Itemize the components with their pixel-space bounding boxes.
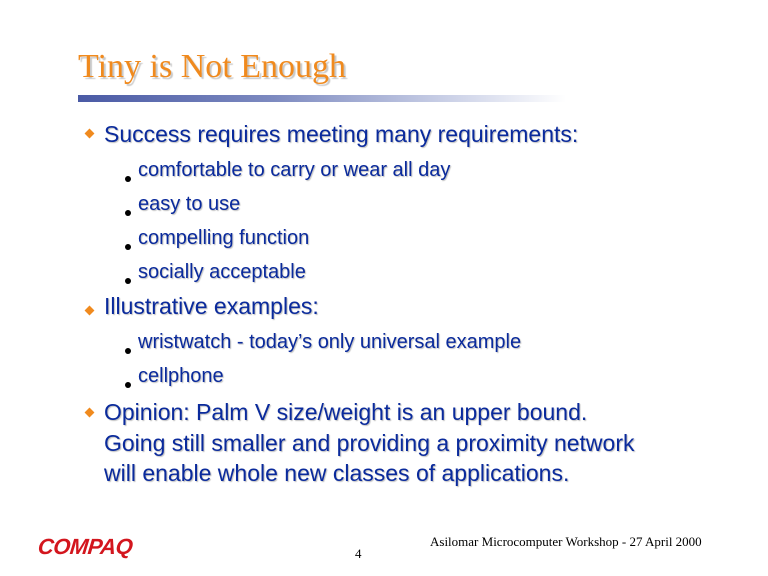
diamond-bullet-icon [85,306,95,316]
sub-bullet-text: socially acceptable [138,261,306,283]
dot-bullet-icon [125,348,131,354]
footer-text: Asilomar Microcomputer Workshop - 27 April 2000 [430,534,702,549]
dot-bullet-icon [125,176,131,182]
dot-bullet-icon [125,210,131,216]
diamond-bullet-icon [85,408,95,418]
bullet-text: Illustrative examples: [104,293,319,319]
dot-bullet-icon [125,382,131,388]
page-number: 4 [355,546,362,561]
bullet-text-line: Opinion: Palm V size/weight is an upper bound. [104,399,588,425]
sub-bullet-text: cellphone [138,365,224,387]
sub-bullet-text: compelling function [138,227,310,249]
sub-bullet-text: comfortable to carry or wear all day [138,159,451,181]
dot-bullet-icon [125,244,131,250]
bullet-text-line: will enable whole new classes of applications. [104,460,570,486]
slide-title: Tiny is Not Enough [78,48,346,85]
diamond-bullet-icon [85,129,95,139]
dot-bullet-icon [125,278,131,284]
compaq-logo: COMPAQ [36,534,134,559]
bullet-text: Success requires meeting many requirements: [104,121,579,147]
sub-bullet-text: wristwatch - today’s only universal example [138,331,522,353]
bullet-text-line: Going still smaller and providing a proximity network [104,430,635,456]
sub-bullet-text: easy to use [138,193,241,215]
